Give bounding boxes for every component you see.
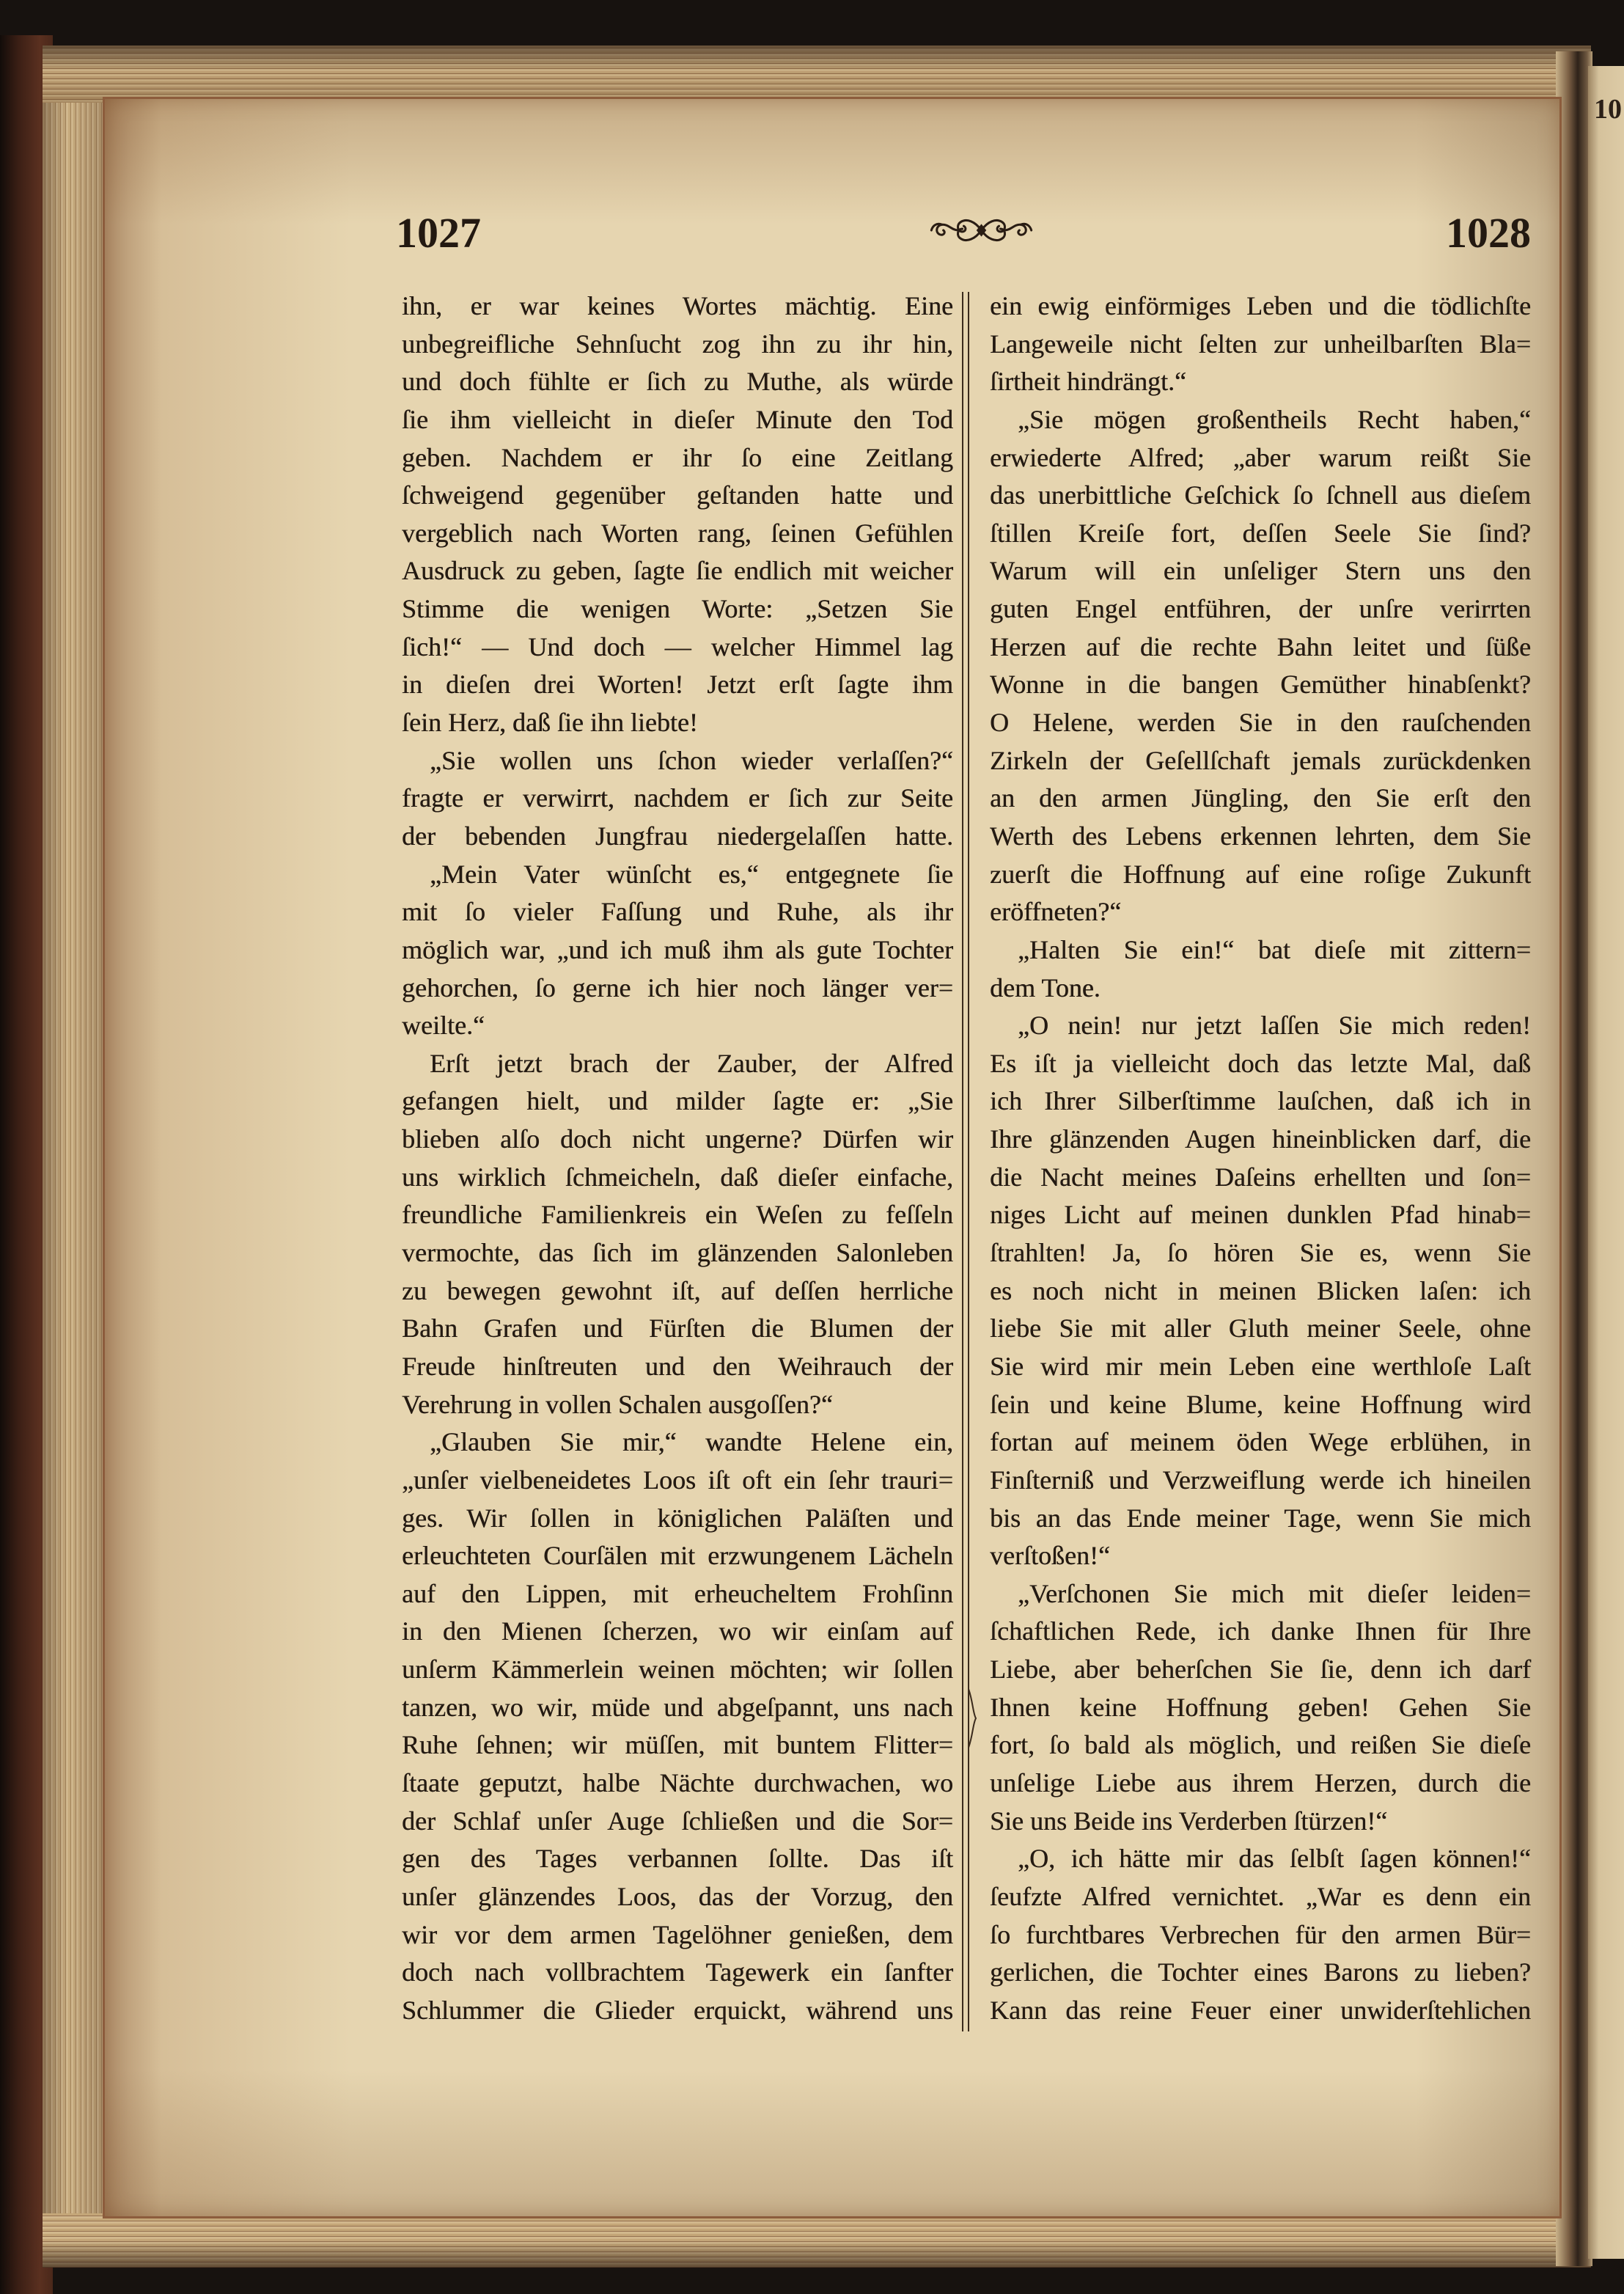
vignette-ornament-icon	[927, 213, 1035, 248]
text-line: ſein und keine Blume, keine Hoffnung wird	[990, 1389, 1531, 1419]
text-line: Es iſt ja vielleicht doch das letzte Mal, daß	[990, 1048, 1531, 1078]
text-line: zu bewegen gewohnt iſt, auf deſſen herrliche	[402, 1275, 953, 1305]
paragraph	[990, 1007, 1531, 1575]
text-line: uns wirklich ſchmeicheln, daß dieſer einfache,	[402, 1162, 953, 1192]
text-line: gen des Tages verbannen ſollte. Das iſt	[402, 1844, 953, 1874]
text-line: gerlichen, die Tochter eines Barons zu lieben?	[990, 1957, 1531, 1987]
text-line: Ruhe ſehnen; wir müſſen, mit buntem Flitter=	[402, 1730, 953, 1760]
text-line: „Sie wollen uns ſchon wieder verlaſſen?“	[430, 745, 953, 775]
text-column-right	[990, 287, 1531, 2029]
page-number-left: 1027	[396, 209, 481, 257]
text-line: unſer glänzendes Loos, das der Vorzug, den	[402, 1881, 953, 1911]
text-line: O Helene, werden Sie in den rauſchenden	[990, 708, 1531, 738]
text-line: Langeweile nicht ſelten zur unheilbarſten Bla=	[990, 329, 1531, 359]
paragraph	[402, 1045, 953, 1423]
text-line: niges Licht auf meinen dunklen Pfad hinab=	[990, 1200, 1531, 1230]
text-line: ſirtheit hindrängt.“	[990, 367, 1186, 397]
text-line: Warum will ein unſeliger Stern uns den	[990, 556, 1531, 586]
text-line: mit ſo vieler Faſſung und Ruhe, als ihr	[402, 897, 953, 927]
text-line: ſtaate geputzt, halbe Nächte durchwachen, wo	[402, 1767, 953, 1798]
text-line: ſich!“ — Und doch — welcher Himmel lag	[402, 631, 953, 662]
text-line: Stimme die wenigen Worte: „Setzen Sie	[402, 594, 953, 624]
text-line: Wonne in die bangen Gemüther hinabſenkt?	[990, 670, 1531, 700]
text-line: verſtoßen!“	[990, 1541, 1110, 1571]
text-line: und doch fühlte er ſich zu Muthe, als würde	[402, 367, 953, 397]
text-line: erleuchteten Courſälen mit erzwungenem Lächeln	[402, 1541, 953, 1571]
text-line: unſelige Liebe aus ihrem Herzen, durch die	[990, 1767, 1531, 1798]
paragraph	[990, 1575, 1531, 1840]
paragraph	[990, 1840, 1531, 2029]
text-line: Liebe, aber beherſchen Sie ſie, denn ich darf	[990, 1654, 1531, 1685]
text-line: Finſterniß und Verzweiflung werde ich hineilen	[990, 1465, 1531, 1495]
paragraph	[402, 287, 953, 742]
paragraph	[402, 742, 953, 856]
text-line: ſchaftlichen Rede, ich danke Ihnen für Ihre	[990, 1616, 1531, 1646]
text-line: geben. Nachdem er ihr ſo eine Zeitlang	[402, 442, 953, 472]
text-line: „Sie mögen großentheils Recht haben,“	[1018, 404, 1531, 434]
text-line: Kann das reine Feuer einer unwiderſtehlichen	[990, 1995, 1531, 2025]
text-line: doch nach vollbrachtem Tagewerk ein ſanfter	[402, 1957, 953, 1987]
text-line: ges. Wir ſollen in königlichen Paläſten und	[402, 1503, 953, 1533]
text-line: tanzen, wo wir, müde und abgeſpannt, uns nach	[402, 1692, 953, 1722]
text-line: „Verſchonen Sie mich mit dieſer leiden=	[1018, 1578, 1531, 1608]
text-line: Sie uns Beide ins Verderben ſtürzen!“	[990, 1806, 1388, 1836]
text-line: unbegreifliche Sehnſucht zog ihn zu ihr hin,	[402, 329, 953, 359]
text-line: der Schlaf unſer Auge ſchließen und die Sor=	[402, 1806, 953, 1836]
text-line: ſo furchtbares Verbrechen für den armen Bür=	[990, 1919, 1531, 1949]
page-edges-top	[43, 45, 1591, 103]
text-line: unſerm Kämmerlein weinen möchten; wir ſollen	[402, 1654, 953, 1685]
text-line: „O, ich hätte mir das ſelbſt ſagen können!“	[1018, 1844, 1531, 1874]
text-line: „unſer vielbeneidetes Loos iſt oft ein ſehr trauri=	[402, 1465, 953, 1495]
text-line: in den Mienen ſcherzen, wo wir einſam auf	[402, 1616, 953, 1646]
text-line: der bebenden Jungfrau niedergelaſſen hatte.	[402, 821, 953, 851]
page-number-right: 1028	[1446, 209, 1531, 257]
text-line: „O nein! nur jetzt laſſen Sie mich reden!	[1018, 1011, 1531, 1041]
paragraph	[402, 1423, 953, 2029]
text-line: fragte er verwirrt, nachdem er ſich zur Seite	[402, 783, 953, 813]
text-line: weilte.“	[402, 1011, 485, 1041]
text-line: Freude hinſtreuten und den Weihrauch der	[402, 1351, 953, 1381]
text-line: „Glauben Sie mir,“ wandte Helene ein,	[430, 1427, 953, 1457]
text-line: Werth des Lebens erkennen lehrten, dem Sie	[990, 821, 1531, 851]
text-line: ſtrahlten! Ja, ſo hören Sie es, wenn Sie	[990, 1238, 1531, 1268]
text-line: ihn, er war keines Wortes mächtig. Eine	[402, 291, 953, 320]
text-line: Zirkeln der Geſellſchaft jemals zurückdenken	[990, 745, 1531, 775]
text-line: ich Ihrer Silberſtimme lauſchen, daß ich in	[990, 1086, 1531, 1116]
text-line: Erſt jetzt brach der Zauber, der Alfred	[430, 1048, 953, 1078]
text-line: Schlummer die Glieder erquickt, während uns	[402, 1995, 953, 2025]
text-line: das unerbittliche Geſchick ſo ſchnell aus dieſem	[990, 480, 1531, 510]
text-line: vermochte, das ſich im glänzenden Salonleben	[402, 1238, 953, 1268]
text-line: „Halten Sie ein!“ bat dieſe mit zittern=	[1018, 934, 1531, 964]
text-line: fortan auf meinem öden Wege erblühen, in	[990, 1427, 1531, 1457]
text-line: Herzen auf die rechte Bahn leitet und ſüße	[990, 631, 1531, 662]
text-line: Verehrung in vollen Schalen ausgoſſen?“	[402, 1389, 833, 1419]
paragraph	[990, 931, 1531, 1007]
paragraph	[990, 401, 1531, 931]
text-line: guten Engel entführen, der unſre verirrten	[990, 594, 1531, 624]
text-line: es noch nicht in meinen Blicken laſen: ich	[990, 1275, 1531, 1305]
text-line: dem Tone.	[990, 972, 1101, 1003]
text-line: freundliche Familienkreis ein Weſen zu feſſeln	[402, 1200, 953, 1230]
text-line: „Mein Vater wünſcht es,“ entgegnete ſie	[430, 859, 953, 889]
text-line: gefangen hielt, und milder ſagte er: „Sie	[402, 1086, 953, 1116]
text-line: Ausdruck zu geben, ſagte ſie endlich mit weicher	[402, 556, 953, 586]
text-line: fort, ſo bald als möglich, und reißen Sie dieſe	[990, 1730, 1531, 1760]
text-line: eröffneten?“	[990, 897, 1122, 927]
text-line: ein ewig einförmiges Leben und die tödlichſte	[990, 291, 1531, 320]
text-line: Sie wird mir mein Leben eine werthloſe Laſt	[990, 1351, 1531, 1381]
paragraph	[402, 856, 953, 1045]
text-line: an den armen Jüngling, den Sie erſt den	[990, 783, 1531, 813]
text-line: liebe Sie mit aller Gluth meiner Seele, ohne	[990, 1313, 1531, 1344]
next-page-number: 10	[1594, 94, 1622, 125]
text-line: in dieſen drei Worten! Jetzt erſt ſagte ihm	[402, 670, 953, 700]
text-line: ſchweigend gegenüber geſtanden hatte und	[402, 480, 953, 510]
text-line: ſtillen Kreiſe fort, deſſen Seele Sie ſind?	[990, 518, 1531, 548]
page-edges-bottom	[43, 2213, 1591, 2268]
paragraph	[990, 287, 1531, 401]
text-line: bis an das Ende meiner Tage, wenn Sie mich	[990, 1503, 1531, 1533]
column-divider	[959, 292, 978, 2031]
page-edges-left	[43, 45, 107, 2268]
text-line: erwiederte Alfred; „aber warum reißt Sie	[990, 442, 1531, 472]
text-line: zuerſt die Hoffnung auf eine roſige Zukunft	[990, 859, 1531, 889]
text-line: wir vor dem armen Tagelöhner genießen, dem	[402, 1919, 953, 1949]
text-line: auf den Lippen, mit erheucheltem Frohſinn	[402, 1578, 953, 1608]
text-line: ſein Herz, daß ſie ihn liebte!	[402, 708, 698, 738]
next-page-strip	[1588, 66, 1624, 2259]
text-line: ſie ihm vielleicht in dieſer Minute den Tod	[402, 404, 953, 434]
text-line: die Nacht meines Daſeins erhellten und ſon=	[990, 1162, 1531, 1192]
text-line: gehorchen, ſo gerne ich hier noch länger ver=	[402, 972, 953, 1003]
text-line: möglich war, „und ich muß ihm als gute Tochter	[402, 934, 953, 964]
text-line: Ihnen keine Hoffnung geben! Gehen Sie	[990, 1692, 1531, 1722]
text-line: Bahn Grafen und Fürſten die Blumen der	[402, 1313, 953, 1344]
text-line: blieben alſo doch nicht ungerne? Dürfen wir	[402, 1124, 953, 1154]
book-page	[103, 97, 1562, 2218]
text-line: Ihre glänzenden Augen hineinblicken darf, die	[990, 1124, 1531, 1154]
text-line: ſeufzte Alfred vernichtet. „War es denn ein	[990, 1881, 1531, 1911]
text-column-left	[402, 287, 953, 2029]
text-line: vergeblich nach Worten rang, ſeinen Gefühlen	[402, 518, 953, 548]
